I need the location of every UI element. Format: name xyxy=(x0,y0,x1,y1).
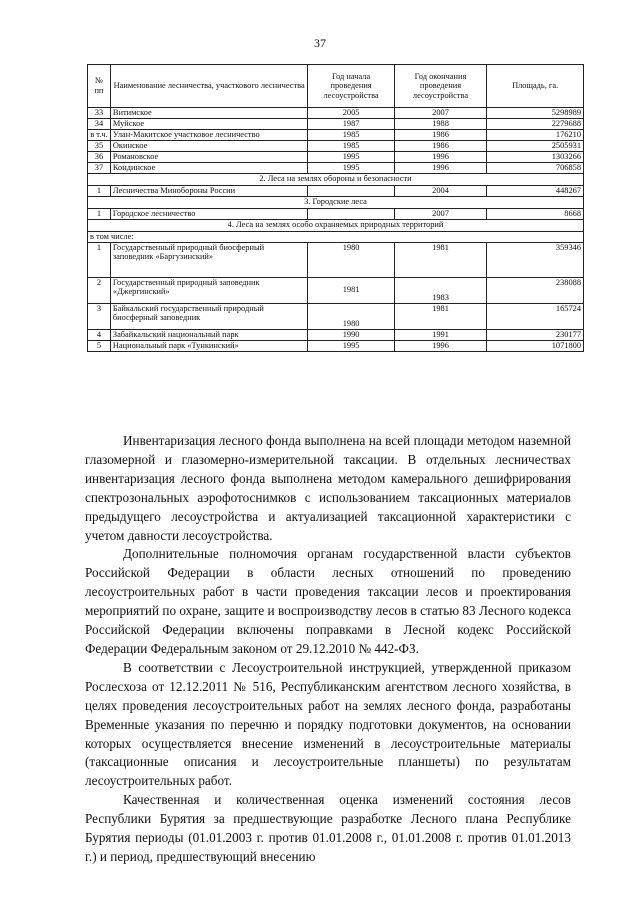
row-end: 1983 xyxy=(394,277,487,303)
table-header-row xyxy=(88,65,584,108)
table-row xyxy=(88,141,584,152)
header-end-year: Год окончания проведения лесоустройства xyxy=(394,65,487,108)
section-4-title: 4. Леса на землях особо охраняемых природных территорий xyxy=(88,220,584,232)
row-area: 176210 xyxy=(487,130,584,141)
paragraph: Инвентаризация лесного фонда выполнена на всей площади методом наземной глазомерной и глазомерно-измерительной таксации. В отдельных лесничествах инвентаризация лесного фонда выполнена методом камерального дешифрирования спектрозональных аэрофотоснимков с использованием таксационных материалов предыдущего лесоустройства и актуализацией таксационной характеристики с учетом давности лесоустройства. xyxy=(85,433,571,543)
row-name: Городское лесничество xyxy=(110,209,308,220)
table-row xyxy=(88,242,584,277)
paragraph: Качественная и количественная оценка изменений состояния лесов Республики Бурятия за предшествующие разработке Лесного плана Республике Бурятия периоды (01.01.2003 г. против 01.01.2008 г., 01.01.2008 г. против 01.01.2013 г.) и период, предшествующий внесению xyxy=(85,792,571,864)
table-row xyxy=(88,152,584,163)
forestry-table xyxy=(87,64,584,352)
row-name: Забайкальский национальный парк xyxy=(110,329,308,340)
row-end: 1996 xyxy=(394,152,487,163)
row-end: 1988 xyxy=(394,119,487,130)
table-row xyxy=(88,340,584,351)
row-start: 1985 xyxy=(308,130,394,141)
row-num: 1 xyxy=(88,186,111,197)
table-row xyxy=(88,277,584,303)
row-area: 448267 xyxy=(487,186,584,197)
section-3-title: 3. Городские леса xyxy=(88,197,584,209)
row-start xyxy=(308,209,394,220)
body-text xyxy=(85,432,571,867)
section-4-subheading: в том числе: xyxy=(88,232,584,243)
table-row xyxy=(88,163,584,174)
row-name: Государственный природный заповедник «Джергинский» xyxy=(110,277,308,303)
row-name: Улан-Макитское участковое лесничество xyxy=(110,130,308,141)
row-end: 1986 xyxy=(394,130,487,141)
row-name: Муйское xyxy=(110,119,308,130)
row-area: 706858 xyxy=(487,163,584,174)
row-end: 1996 xyxy=(394,163,487,174)
row-name: Лесничества Минобороны России xyxy=(110,186,308,197)
row-start: 1985 xyxy=(308,141,394,152)
row-end: 1991 xyxy=(394,329,487,340)
row-num: 34 xyxy=(88,119,111,130)
table-row xyxy=(88,329,584,340)
row-num: 35 xyxy=(88,141,111,152)
row-start: 1995 xyxy=(308,340,394,351)
paragraph: В соответствии с Лесоустроительной инструкцией, утвержденной приказом Рослесхоза от 12.12.2011 № 516, Республиканским агентством лесного хозяйства, в целях проведения лесоустроительных работ на землях лесного фонда, разработаны Временные указания по перечню и порядку подготовки документов, на основании которых осуществляется внесение изменений в лесоустроительные материалы (таксационные описания и лесоустроительные планшеты) по результатам лесоустроительных работ. xyxy=(85,659,571,789)
row-area: 1071800 xyxy=(487,340,584,351)
row-start xyxy=(308,186,394,197)
row-end: 1981 xyxy=(394,242,487,277)
header-area: Площадь, га. xyxy=(487,65,584,108)
row-start: 1987 xyxy=(308,119,394,130)
row-start: 1980 xyxy=(308,242,394,277)
table-row xyxy=(88,303,584,329)
row-num: 1 xyxy=(88,242,111,277)
row-area: 2505931 xyxy=(487,141,584,152)
page-number: 37 xyxy=(314,36,326,50)
header-start-year: Год начала проведения лесоустройства xyxy=(308,65,394,108)
row-num: 4 xyxy=(88,329,111,340)
row-area: 8668 xyxy=(487,209,584,220)
row-name: Витимское xyxy=(110,108,308,119)
row-start: 1980 xyxy=(308,303,394,329)
row-name: Кондинское xyxy=(110,163,308,174)
row-area: 165724 xyxy=(487,303,584,329)
row-start: 1981 xyxy=(308,277,394,303)
header-name: Наименование лесничества, участкового лесничества xyxy=(110,65,308,108)
row-area: 238088 xyxy=(487,277,584,303)
row-name: Государственный природный биосферный заповедник «Баргузинский» xyxy=(110,242,308,277)
section-2-title: 2. Леса на землях обороны и безопасности xyxy=(88,174,584,186)
row-area: 230177 xyxy=(487,329,584,340)
row-end: 1996 xyxy=(394,340,487,351)
row-area: 359346 xyxy=(487,242,584,277)
row-start: 1990 xyxy=(308,329,394,340)
paragraph: Дополнительные полномочия органам государственной власти субъектов Российской Федерации в области лесных отношений по проведению лесоустроительных работ в части проведения таксации лесов и проектирования мероприятий по охране, защите и воспроизводству лесов в статью 83 Лесного кодекса Российской Федерации включены поправками в Лесной кодекс Российской Федерации Федеральным законом от 29.12.2010 № 442-ФЗ. xyxy=(85,546,571,656)
row-start: 1995 xyxy=(308,163,394,174)
row-name: Окинское xyxy=(110,141,308,152)
header-num: № пп xyxy=(88,65,111,108)
section-header-row xyxy=(88,220,584,232)
row-name: Романовское xyxy=(110,152,308,163)
row-num: в т.ч. xyxy=(88,130,111,141)
row-area: 5298989 xyxy=(487,108,584,119)
row-num: 5 xyxy=(88,340,111,351)
section-header-row xyxy=(88,197,584,209)
row-end: 2007 xyxy=(394,108,487,119)
row-end: 2004 xyxy=(394,186,487,197)
row-num: 1 xyxy=(88,209,111,220)
row-end: 1981 xyxy=(394,303,487,329)
table-row xyxy=(88,186,584,197)
row-area: 2279688 xyxy=(487,119,584,130)
row-num: 33 xyxy=(88,108,111,119)
row-num: 37 xyxy=(88,163,111,174)
row-name: Байкальский государственный природный биосферный заповедник xyxy=(110,303,308,329)
row-area: 1303266 xyxy=(487,152,584,163)
table-row xyxy=(88,119,584,130)
row-end: 2007 xyxy=(394,209,487,220)
row-num: 36 xyxy=(88,152,111,163)
section-header-row xyxy=(88,174,584,186)
row-num: 3 xyxy=(88,303,111,329)
row-start: 1995 xyxy=(308,152,394,163)
row-end: 1986 xyxy=(394,141,487,152)
row-num: 2 xyxy=(88,277,111,303)
row-name: Национальный парк «Тункинский» xyxy=(110,340,308,351)
table-row xyxy=(88,209,584,220)
row-start: 2005 xyxy=(308,108,394,119)
table-row xyxy=(88,130,584,141)
subheading-row xyxy=(88,232,584,243)
table-row xyxy=(88,108,584,119)
